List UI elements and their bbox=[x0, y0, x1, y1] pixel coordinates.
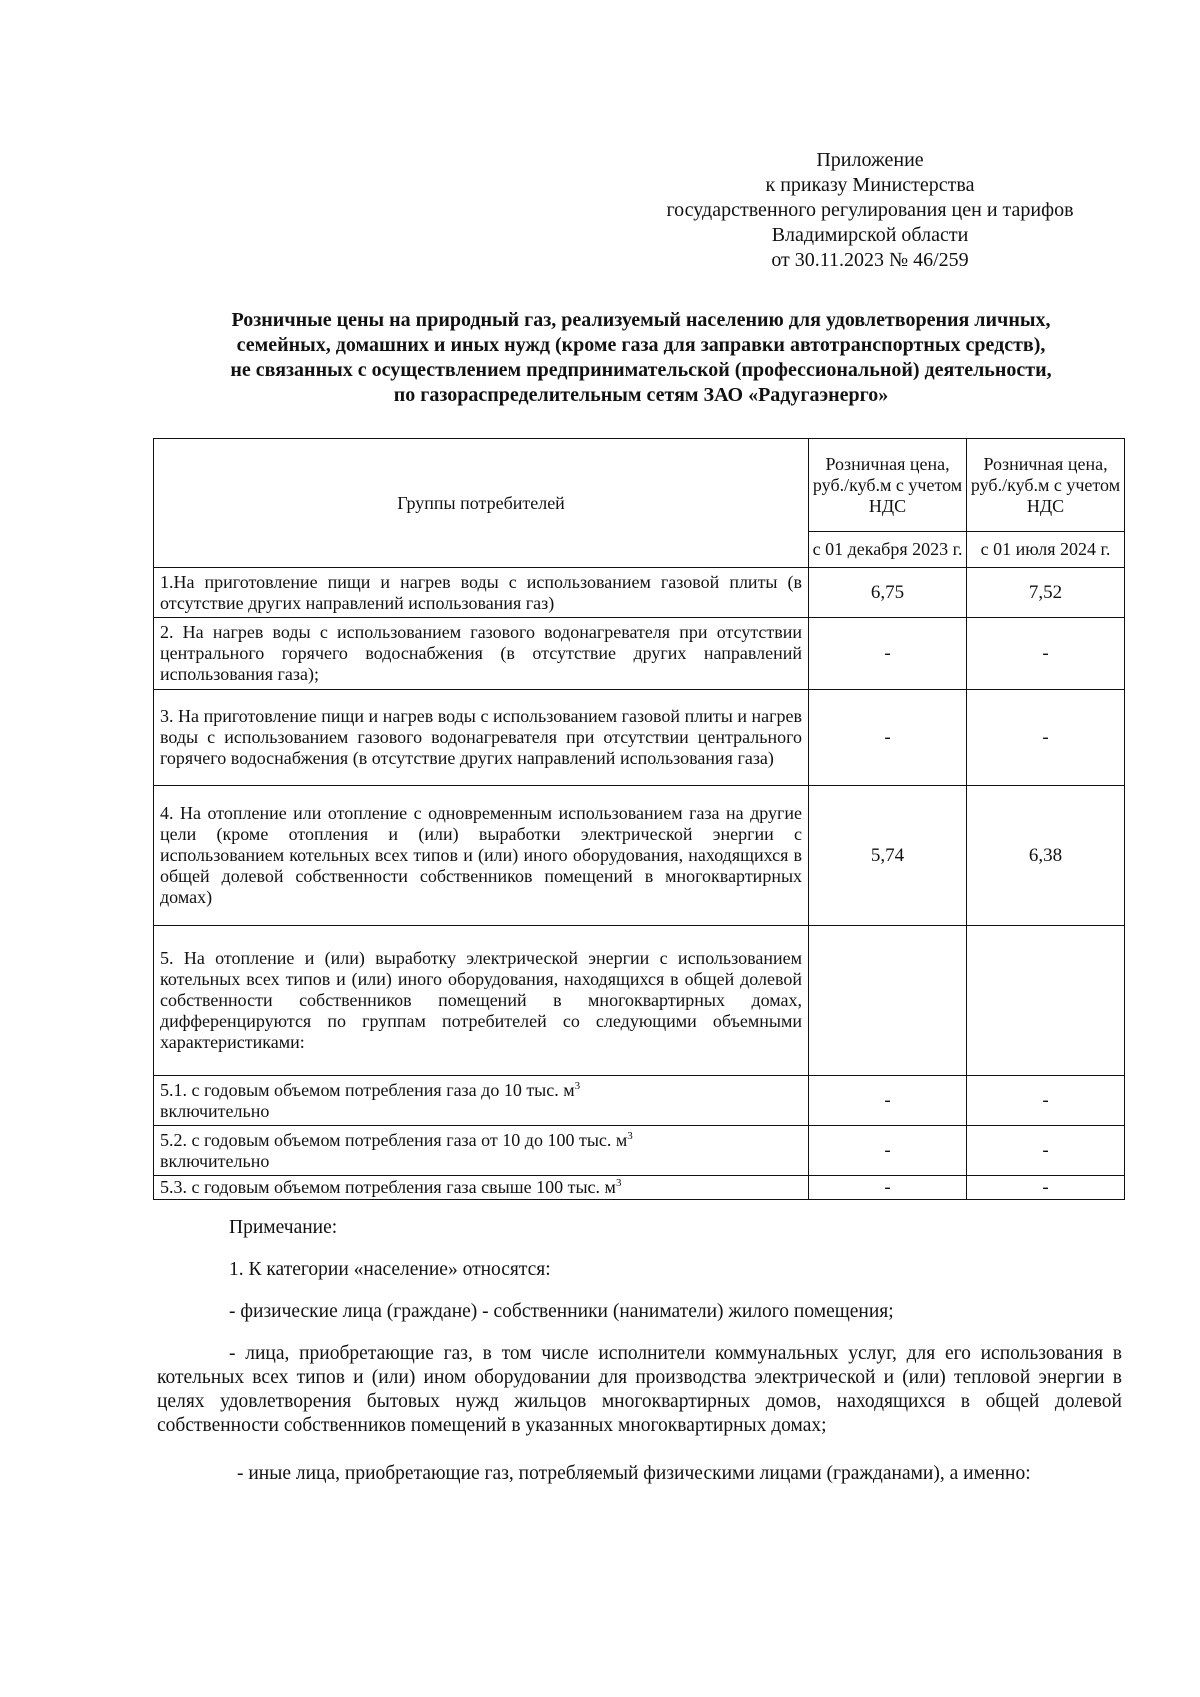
table-row bbox=[154, 786, 1125, 926]
title-line-1: Розничные цены на природный газ, реализуемый населению для удовлетворения личных, bbox=[231, 309, 1051, 331]
table-row bbox=[154, 618, 1125, 690]
title-line-2: семейных, домашних и иных нужд (кроме газа для заправки автотранспортных средств), bbox=[236, 334, 1046, 356]
superscript-3: 3 bbox=[627, 1129, 633, 1142]
document-title bbox=[150, 308, 1132, 408]
table-row bbox=[154, 1176, 1125, 1200]
row-4-description: 4. На отопление или отопление с одновременным использованием газа на другие цели (кроме отопления и (или) выработки электрической энергии с использованием котельных всех типов и (или) иного оборудования, находящихся в общей долевой собственности собственников помещений в многоквартирных домах) bbox=[154, 786, 809, 926]
appendix-header bbox=[620, 148, 1120, 273]
notes-title: Примечание: bbox=[229, 1217, 338, 1238]
header-price-jul-2024: Розничная цена, руб./куб.м с учетом НДС bbox=[967, 439, 1125, 532]
row-5-3-description bbox=[154, 1176, 809, 1200]
row-5-2-price-2: - bbox=[967, 1126, 1125, 1176]
row-5-1-price-1: - bbox=[809, 1076, 967, 1126]
row-5-3-text: 5.3. с годовым объемом потребления газа свыше 100 тыс. м bbox=[160, 1177, 616, 1197]
table-row bbox=[154, 1076, 1125, 1126]
row-5-2-tail: включительно bbox=[160, 1150, 270, 1171]
table-row bbox=[154, 568, 1125, 618]
row-5-2-price-1: - bbox=[809, 1126, 967, 1176]
row-3-price-1: - bbox=[809, 690, 967, 786]
row-5-price-2 bbox=[967, 926, 1125, 1076]
row-1-price-2: 7,52 bbox=[967, 568, 1125, 618]
row-4-price-1: 5,74 bbox=[809, 786, 967, 926]
row-5-1-price-2: - bbox=[967, 1076, 1125, 1126]
row-5-1-description bbox=[154, 1076, 809, 1126]
row-5-1-text: 5.1. с годовым объемом потребления газа до 10 тыс. м bbox=[160, 1079, 575, 1100]
header-date-2: с 01 июля 2024 г. bbox=[967, 532, 1125, 568]
row-2-description: 2. На нагрев воды с использованием газового водонагревателя при отсутствии центрального горячего водоснабжения (в отсутствие других направлений использования газа); bbox=[154, 618, 809, 690]
appendix-line-3: государственного регулирования цен и тарифов bbox=[666, 199, 1074, 221]
title-line-3: не связанных с осуществлением предпринимательской (профессиональной) деятельности, bbox=[230, 359, 1052, 381]
table-row bbox=[154, 690, 1125, 786]
header-consumer-groups: Группы потребителей bbox=[154, 439, 809, 568]
superscript-3: 3 bbox=[615, 1177, 622, 1189]
row-5-3-price-1: - bbox=[809, 1176, 967, 1200]
appendix-line-2: к приказу Министерства bbox=[765, 174, 975, 196]
note-item-2: - физические лица (граждане) - собственники (наниматели) жилого помещения; bbox=[229, 1301, 894, 1322]
table-row bbox=[154, 1126, 1125, 1176]
row-4-price-2: 6,38 bbox=[967, 786, 1125, 926]
title-line-4: по газораспределительным сетям ЗАО «Радугаэнерго» bbox=[393, 384, 889, 406]
appendix-line-1: Приложение bbox=[816, 149, 924, 171]
row-5-2-text: 5.2. с годовым объемом потребления газа от 10 до 100 тыс. м bbox=[160, 1129, 628, 1150]
row-5-price-1 bbox=[809, 926, 967, 1076]
row-5-3-price-2: - bbox=[967, 1176, 1125, 1200]
header-price-dec-2023: Розничная цена, руб./куб.м с учетом НДС bbox=[809, 439, 967, 532]
row-1-price-1: 6,75 bbox=[809, 568, 967, 618]
row-3-description: 3. На приготовление пищи и нагрев воды с использованием газовой плиты и нагрев воды с использованием газового водонагревателя при отсутствии центрального горячего водоснабжения (в отсутствие других направлений использования газа) bbox=[154, 690, 809, 786]
note-item-4: - иные лица, приобретающие газ, потребляемый физическими лицами (гражданами), а именно: bbox=[237, 1463, 1031, 1484]
row-2-price-1: - bbox=[809, 618, 967, 690]
appendix-line-4: Владимирской области bbox=[771, 224, 969, 246]
row-5-1-tail: включительно bbox=[160, 1100, 270, 1121]
appendix-line-5: от 30.11.2023 № 46/259 bbox=[771, 249, 969, 271]
row-5-2-description bbox=[154, 1126, 809, 1176]
header-date-1: с 01 декабря 2023 г. bbox=[809, 532, 967, 568]
row-2-price-2: - bbox=[967, 618, 1125, 690]
table-header-row bbox=[154, 439, 1125, 532]
row-1-description: 1.На приготовление пищи и нагрев воды с использованием газовой плиты (в отсутствие других направлений использования газ) bbox=[154, 568, 809, 618]
note-item-3: - лица, приобретающие газ, в том числе исполнители коммунальных услуг, для его использования в котельных всех типов и (или) ином оборудовании для производства электрической и (или) тепловой энергии в целях удовлетворения бытовых нужд жильцов многоквартирных домов, находящихся в общей долевой собственности собственников помещений в указанных многоквартирных домах; bbox=[157, 1343, 1122, 1436]
superscript-3: 3 bbox=[574, 1079, 581, 1092]
row-3-price-2: - bbox=[967, 690, 1125, 786]
row-5-description: 5. На отопление и (или) выработку электрической энергии с использованием котельных всех типов и (или) иного оборудования, находящихся в общей долевой собственности собственников помещений в многоквартирных домах, дифференцируются по группам потребителей со следующими объемными характеристиками: bbox=[154, 926, 809, 1076]
table-row bbox=[154, 926, 1125, 1076]
note-item-1: 1. К категории «население» относятся: bbox=[229, 1259, 551, 1280]
price-table bbox=[153, 438, 1125, 1200]
